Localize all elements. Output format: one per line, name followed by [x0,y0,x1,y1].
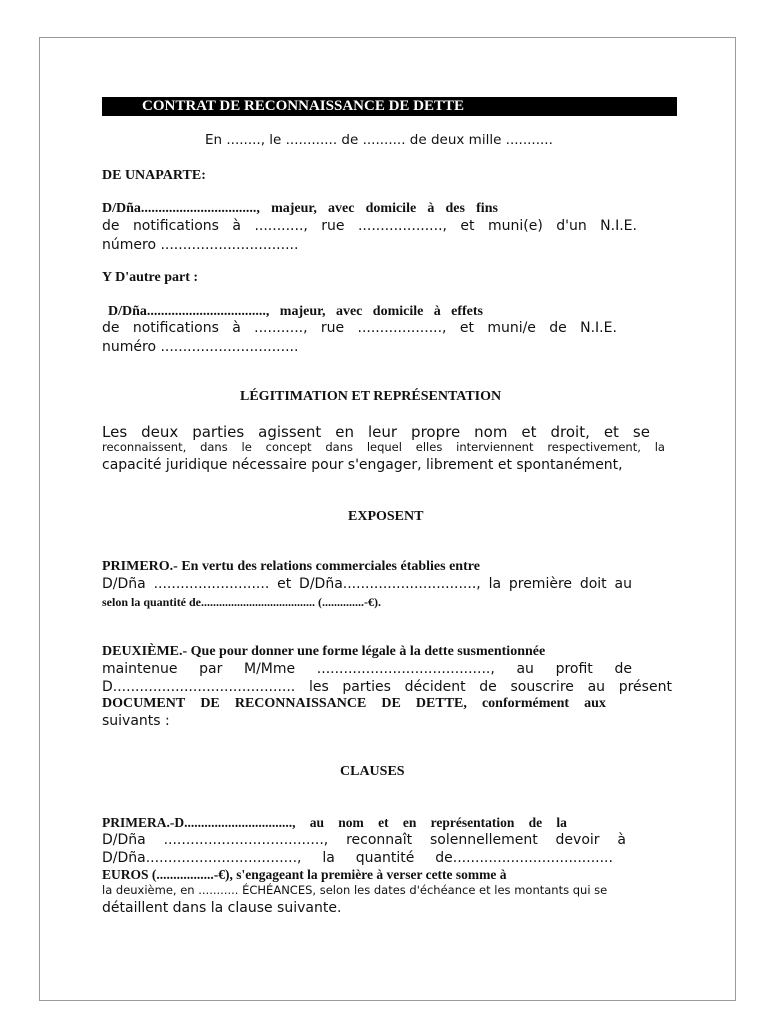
word: et [521,423,537,441]
word: nom [338,815,364,830]
word: RECONNAISSANCE [234,696,367,711]
word: les [308,679,329,695]
word: domicile [365,201,417,216]
word: se [632,423,650,441]
party2-line3: numéro ............................... [102,339,299,355]
word: à [427,201,435,216]
word: DE [200,696,220,711]
word: nom [474,423,508,441]
word: de [528,815,543,830]
word: à [232,218,241,234]
deuxieme-line3 [102,679,672,695]
word: avec [335,304,363,319]
word: effets [451,304,483,319]
word: de [549,320,567,336]
party1-line1 [102,201,498,217]
primera-line6: détaillent dans la clause suivante. [102,900,342,916]
primero-line1: PRIMERO.- En vertu des relations commerciales établies entre [102,559,480,574]
word: au [309,815,325,830]
word: N.I.E. [580,320,617,336]
word: par [199,661,223,677]
word: interviennent [456,440,534,454]
word: ..................., [357,320,447,336]
word: la [654,440,665,454]
word: ..........., [254,320,308,336]
word: aux [584,696,606,711]
party2-line2 [102,320,617,336]
word: à [232,320,241,336]
word: fins [476,201,498,216]
word: muni/e [487,320,536,336]
word: muni(e) [487,218,543,234]
word: au [587,679,606,695]
word: maintenue [102,661,178,677]
word: DOCUMENT [102,696,186,711]
word: parties [192,423,245,441]
word: et [277,576,292,592]
word: à [617,832,626,848]
document-page [39,37,736,1001]
word: dans [325,440,353,454]
word: rue [320,320,345,336]
legitimation-line2 [102,440,665,454]
word: elles [415,440,443,454]
word: lequel [366,440,402,454]
party1-line3: número ............................... [102,237,299,253]
primero-line3: selon la quantité de...................................... (..............-€). [102,595,381,609]
word: leur [368,423,398,441]
word: DE [381,696,401,711]
word: et [603,423,619,441]
word: de [614,661,632,677]
word: dans [200,440,228,454]
primera-line1 [102,815,567,831]
word: présent [618,679,672,695]
document-title: CONTRAT DE RECONNAISSANCE DE DETTE [142,98,465,114]
word: le [241,440,252,454]
word: domicile [372,304,424,319]
word: notifications [132,320,219,336]
word: ..........., [254,218,308,234]
word: la [556,815,567,830]
word: reconnaissent, [102,440,187,454]
word: D/Dña.............................., [299,576,481,592]
word: et [460,218,475,234]
word: première [508,576,573,592]
word: et [378,815,389,830]
word: majeur, [271,201,317,216]
word: décident [404,679,466,695]
word: doit [579,576,607,592]
party2-heading: Y D'autre part : [102,270,199,285]
exposent-heading: EXPOSENT [348,509,424,524]
word: D......................................... [102,679,296,695]
clauses-heading: CLAUSES [340,764,405,779]
word: quantité [355,850,415,866]
word: solennellement [429,832,538,848]
word: DETTE, [415,696,467,711]
word: .......................... [153,576,270,592]
word: D/Dña [102,832,146,848]
word: concept [265,440,312,454]
word: ..................., [357,218,447,234]
word: rue [321,218,345,234]
word: D/Dña.................................., [108,304,270,319]
word: de [102,320,120,336]
word: ......................................., [316,661,495,677]
legitimation-heading: LÉGITIMATION ET REPRÉSENTATION [240,389,502,404]
title-bar [102,97,677,116]
primero-line2 [102,576,632,592]
word: ...................................., [163,832,329,848]
word: droit, [550,423,590,441]
primera-line5: la deuxième, en ........... ÉCHÉANCES, selon les dates d'échéance et les montants qui se [102,883,608,897]
word: la [488,576,502,592]
word: à [433,304,441,319]
word: M/Mme [244,661,296,677]
word: majeur, [279,304,326,319]
word: de [479,679,497,695]
word: en [402,815,417,830]
deuxieme-line1: DEUXIÈME.- Que pour donner une forme légale à la dette susmentionnée [102,644,546,659]
primera-line3 [102,850,613,866]
word: PRIMERA.-D................................, [102,815,296,830]
word: devoir [555,832,600,848]
word: au [614,576,632,592]
deuxieme-line5: suivants : [102,713,170,729]
word: respectivement, [547,440,641,454]
primera-line2 [102,832,626,848]
word: D/Dña................................., [102,201,260,216]
deuxieme-line4 [102,696,606,712]
word: profit [555,661,593,677]
word: en [335,423,355,441]
word: Les [102,423,128,441]
word: parties [342,679,391,695]
word: notifications [132,218,219,234]
word: de [102,218,120,234]
word: N.I.E. [600,218,637,234]
legitimation-line3: capacité juridique nécessaire pour s'engager, librement et spontanément, [102,457,623,473]
deuxieme-line2 [102,661,632,677]
word: reconnaît [346,832,413,848]
word: D/Dña.................................., [102,850,302,866]
word: souscrire [510,679,574,695]
word: conformément [481,696,570,711]
primera-line4: EUROS (.................-€), s'engageant la première à verser cette somme à [102,867,507,882]
word: avec [328,201,355,216]
word: D/Dña [102,576,146,592]
word: agissent [258,423,322,441]
word: représentation [430,815,515,830]
party2-line1 [108,304,483,320]
party1-heading: DE UNAPARTE: [102,168,206,183]
word: d'un [556,218,587,234]
party1-line2 [102,218,637,234]
word: de.................................... [435,850,613,866]
word: des [445,201,465,216]
date-line: En ........, le ............ de .......... de deux mille ........... [205,132,553,148]
word: et [459,320,474,336]
legitimation-line1 [102,423,650,441]
word: la [322,850,335,866]
word: au [516,661,534,677]
word: propre [411,423,461,441]
word: deux [141,423,179,441]
